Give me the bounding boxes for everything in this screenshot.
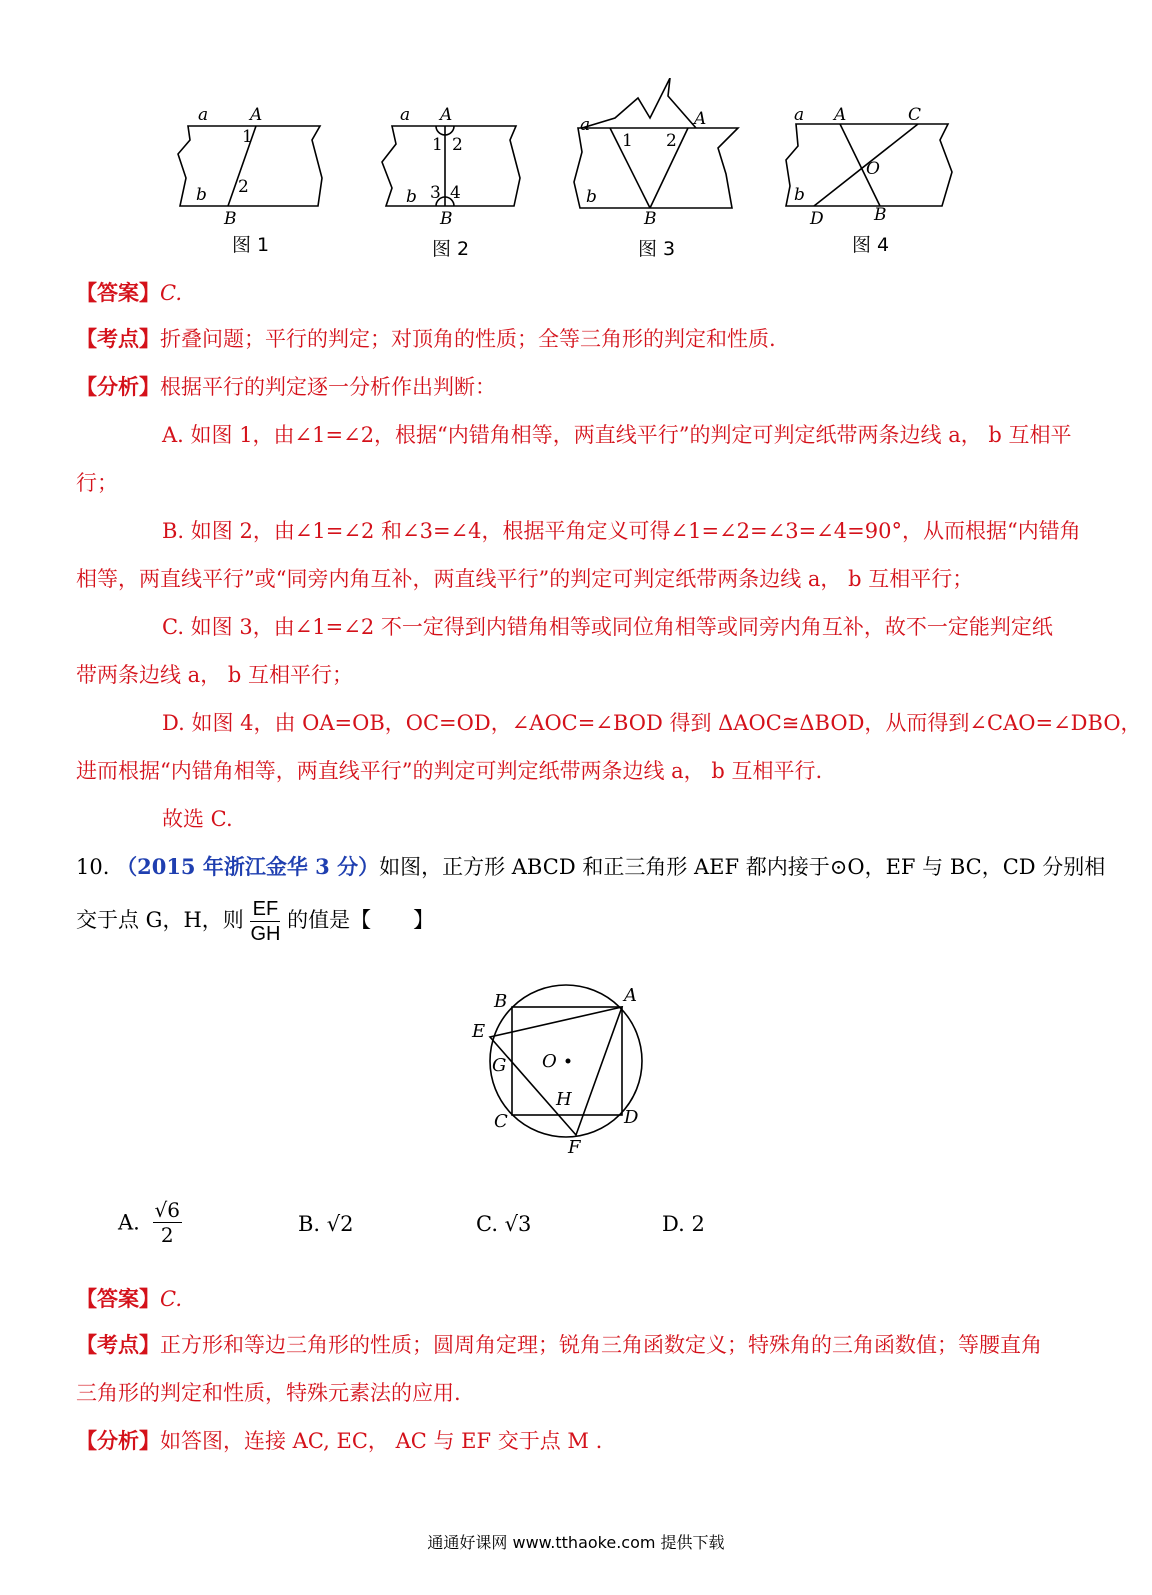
q10-label-O: O — [542, 1051, 557, 1072]
q10-frac-numerator: EF — [250, 897, 280, 922]
q9-answer-value: C. — [160, 281, 182, 305]
page-footer: 通通好课网 www.tthaoke.com 提供下载 — [427, 1533, 725, 1552]
q10-stem-line2 — [76, 892, 434, 948]
circle-square-triangle-figure — [460, 975, 660, 1165]
q10-stem-text: 如图，正方形 ABCD 和正三角形 AEF 都内接于⊙O，EF 与 BC，CD 分别相 — [379, 855, 1106, 879]
q10-kaodian-line2: 三角形的判定和性质，特殊元素法的应用. — [76, 1381, 461, 1405]
q9-option-d-line2: 进而根据“内错角相等，两直线平行”的判定可判定纸带两条边线 a， b 互相平行. — [76, 759, 823, 783]
q10-label-A: A — [624, 985, 637, 1006]
fig2-label-4: 4 — [450, 183, 461, 203]
q9-fenxi-tag: 【分析】 — [76, 374, 160, 399]
q10-option-d: D. 2 — [662, 1212, 705, 1236]
fig1-label-B: B — [224, 209, 237, 228]
q10-answer — [76, 1284, 182, 1314]
fig4-label-a: a — [794, 105, 805, 125]
fig1-label-1: 1 — [242, 127, 253, 147]
q9-option-d-line1: D. 如图 4，由 OA=OB，OC=OD，∠AOC=∠BOD 得到 ΔAOC≅ΔBOD，从而得到∠CAO=∠DBO， — [162, 711, 1142, 735]
q10-label-B: B — [494, 991, 508, 1012]
fig2-label-B: B — [440, 209, 453, 228]
q9-option-b-line2: 相等，两直线平行”或“同旁内角互补，两直线平行”的判定可判定纸带两条边线 a， b 互相平行； — [76, 567, 974, 591]
q10-option-a-numerator: √6 — [154, 1198, 180, 1222]
q10-fraction — [250, 897, 280, 946]
fig4-label-A: A — [834, 105, 847, 125]
q10-label-E: E — [472, 1021, 486, 1042]
q9-option-c-line1: C. 如图 3，由∠1=∠2 不一定得到内错角相等或同位角相等或同旁内角互补，故不一定能判定纸 — [162, 615, 1053, 639]
fig3-label-A: A — [694, 109, 707, 129]
q10-option-a-denominator: 2 — [160, 1223, 174, 1247]
q10-option-a-fraction — [153, 1198, 182, 1247]
q9-answer — [76, 278, 182, 308]
q9-conclusion: 故选 C. — [162, 807, 233, 831]
fig1-label-b: b — [196, 185, 207, 205]
q9-fenxi-text: 根据平行的判定逐一分析作出判断： — [160, 375, 496, 399]
q10-number: 10. — [76, 855, 110, 879]
q10-frac-denominator: GH — [250, 923, 281, 945]
q9-option-a-line2: 行； — [76, 471, 118, 495]
q10-fenxi-text: 如答图，连接 AC, EC， AC 与 EF 交于点 M . — [160, 1429, 603, 1453]
fig3-label-B: B — [644, 209, 657, 228]
fig4-label-B: B — [874, 205, 887, 225]
fig3-caption: 图 3 — [638, 238, 676, 260]
fig4-caption: 图 4 — [852, 234, 890, 256]
fig2-label-A: A — [440, 105, 453, 125]
q9-kaodian — [76, 324, 776, 354]
q10-label-C: C — [494, 1111, 508, 1132]
fig1-label-a: a — [198, 105, 209, 125]
q10-kaodian-line1: 正方形和等边三角形的性质；圆周角定理；锐角三角函数定义；特殊角的三角函数值；等腰直角 — [160, 1333, 1042, 1357]
fig4-label-O: O — [866, 159, 880, 179]
fig3-label-2: 2 — [666, 131, 677, 151]
fig4-label-D: D — [810, 209, 824, 228]
fig2-caption: 图 2 — [432, 238, 470, 260]
fig2-label-2: 2 — [452, 135, 463, 155]
q9-answer-tag: 【答案】 — [76, 280, 160, 305]
q10-option-a — [118, 1198, 182, 1247]
q9-option-a-line1: A. 如图 1，由∠1=∠2，根据“内错角相等，两直线平行”的判定可判定纸带两条边线 a， b 互相平 — [162, 423, 1072, 447]
q10-option-a-label: A. — [118, 1210, 140, 1235]
q10-stem2-pre: 交于点 G，H，则 — [76, 908, 244, 932]
q10-option-b: B. √2 — [298, 1212, 354, 1236]
q10-answer-tag: 【答案】 — [76, 1286, 160, 1311]
q10-source: （2015 年浙江金华 3 分） — [116, 854, 380, 879]
fig3-label-b: b — [586, 187, 597, 207]
q10-answer-value: C. — [160, 1287, 182, 1311]
fig4-label-b: b — [794, 185, 805, 205]
q9-option-b-line1: B. 如图 2，由∠1=∠2 和∠3=∠4，根据平角定义可得∠1=∠2=∠3=∠4=90°，从而根据“内错角 — [162, 519, 1081, 543]
fig4-label-C: C — [908, 105, 922, 125]
fig1-label-A: A — [250, 105, 263, 125]
q10-label-F: F — [568, 1137, 581, 1158]
q10-fenxi — [76, 1426, 602, 1456]
q10-label-D: D — [624, 1107, 639, 1128]
fig2-label-a: a — [400, 105, 411, 125]
q10-stem2-post: 的值是【 】 — [287, 908, 435, 932]
fig2-label-1: 1 — [432, 135, 443, 155]
fig3-label-1: 1 — [622, 131, 633, 151]
q9-kaodian-text: 折叠问题；平行的判定；对顶角的性质；全等三角形的判定和性质. — [160, 327, 776, 351]
q10-fenxi-tag: 【分析】 — [76, 1428, 160, 1453]
fig1-label-2: 2 — [238, 177, 249, 197]
q9-fenxi — [76, 372, 496, 402]
q10-label-H: H — [556, 1089, 572, 1110]
fig3-label-a: a — [580, 115, 591, 135]
q9-kaodian-tag: 【考点】 — [76, 326, 160, 351]
q10-kaodian — [76, 1330, 1042, 1360]
parallel-tape-figures — [170, 78, 970, 228]
fig2-label-3: 3 — [430, 183, 441, 203]
fig2-label-b: b — [406, 187, 417, 207]
q10-stem-line1 — [76, 852, 1105, 882]
q10-option-c: C. √3 — [476, 1212, 532, 1236]
q9-option-c-line2: 带两条边线 a， b 互相平行； — [76, 663, 353, 687]
q10-kaodian-tag: 【考点】 — [76, 1332, 160, 1357]
fig1-caption: 图 1 — [232, 234, 270, 256]
q10-label-G: G — [492, 1055, 507, 1076]
